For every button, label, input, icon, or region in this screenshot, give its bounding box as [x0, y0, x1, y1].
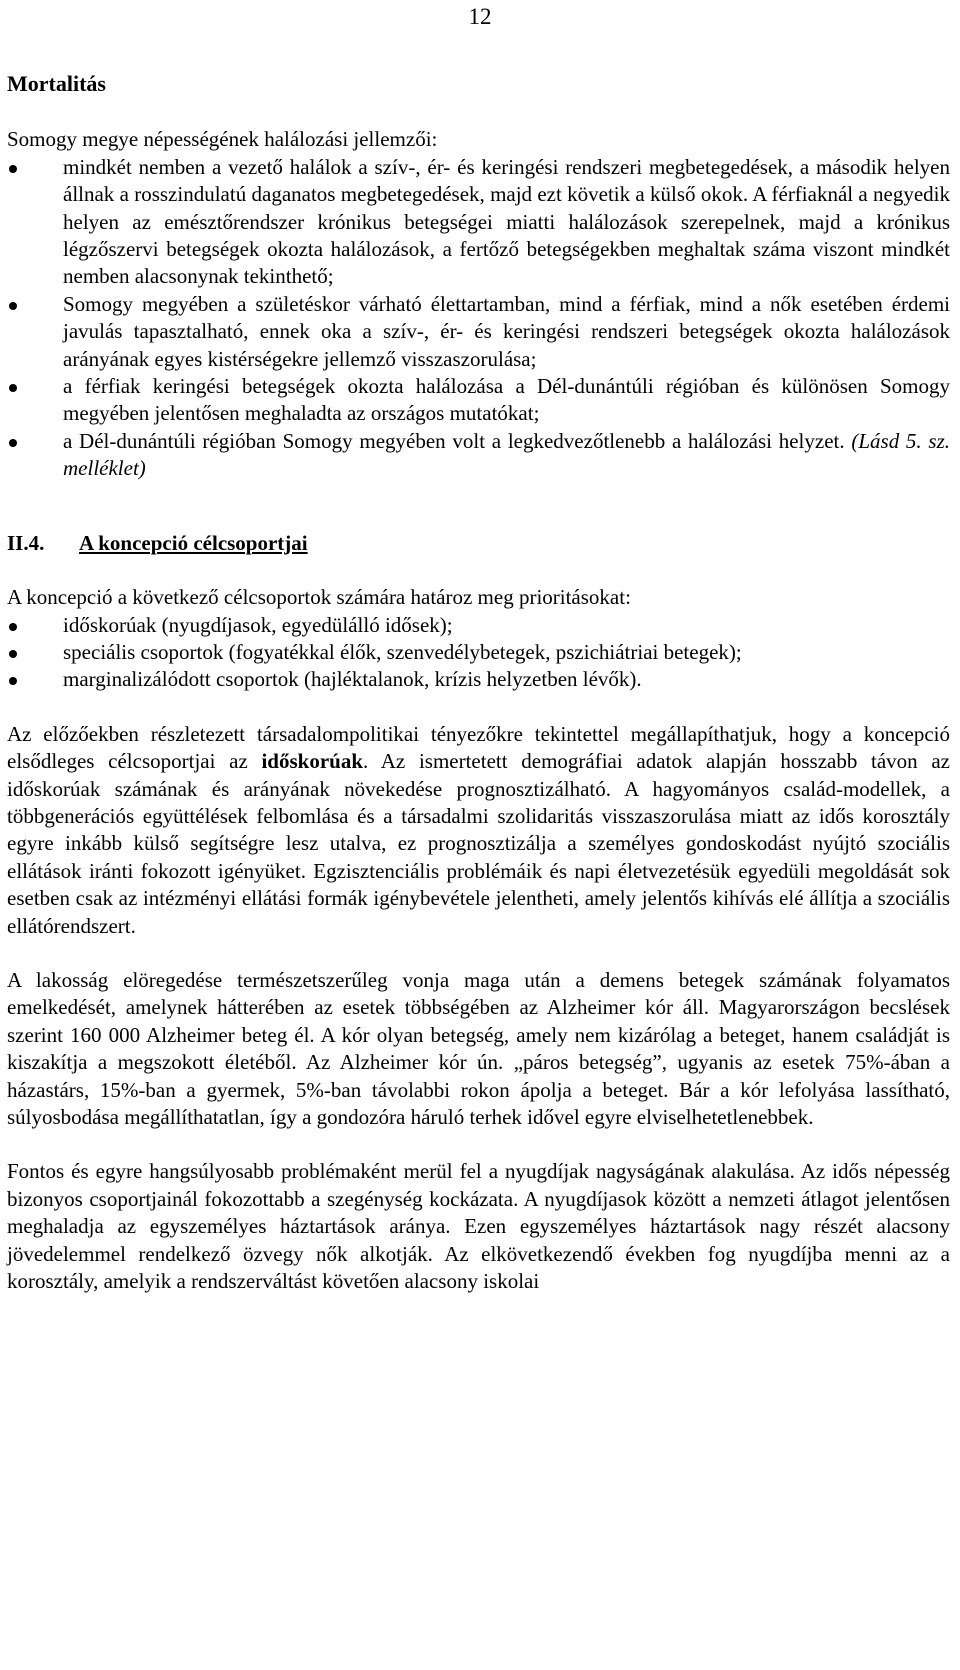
paragraph-pensions: Fontos és egyre hangsúlyosabb problémaként merül fel a nyugdíjak nagyságának alakulása. Az idős népesség bizonyos csoportjainál fokozottabb a szegénység kockázata. A nyugdíjasok között a nemzeti átlagot jelentősen meghaladja az egyszemélyes háztartások aránya. Ezen egyszemélyes háztartások nagy részét alacsony jövedelemmel rendelkező özvegy nők alkotják. Az elkövetkezendő években fog nyugdíjba menni az a korosztály, amelyik a rendszerváltást követően alacsony iskolai: [7, 1159, 950, 1294]
list-item: [7, 666, 950, 693]
bullet-icon: [9, 677, 17, 685]
list-item: [7, 428, 950, 483]
bullet-text: marginalizálódott csoportok (hajléktalanok, krízis helyzetben lévők).: [63, 667, 642, 692]
paragraph-alzheimer: A lakosság elöregedése természetszerűleg vonja maga után a demens betegek számának folyamatos emelkedését, amelynek hátterében az esetek többségében az Alzheimer kór áll. Magyarországon becslések szerint 160 000 Alzheimer beteg él. A kór olyan betegség, amely nem kizárólag a beteget, hanem családját is kiszakítja a megszokott életéből. Az Alzheimer kór ún. „páros betegség”, ugyanis az esetek 75%-ában a házastárs, 15%-ban a gyermek, 5%-ban távolabbi rokon ápolja a beteget. Bár a kór lefolyása lassítható, súlyosbodása megállíthatatlan, így a gondozóra háruló terhek idővel egyre elviselhetetlenebbek.: [7, 967, 950, 1129]
bullet-text: Somogy megyében a születéskor várható élettartamban, mind a férfiak, mind a nők esetében érdemi javulás tapasztalható, ennek oka a szív-, ér- és keringési rendszeri betegségek okozta halálozások arányának egyes kistérségekre jellemző visszaszorulása;: [63, 291, 950, 371]
section-intro: A koncepció a következő célcsoportok számára határoz meg prioritásokat:: [7, 585, 631, 610]
section-number: II.4.: [7, 530, 45, 555]
page-number: 12: [468, 4, 492, 29]
paragraph-text: Az előzőekben részletezett társadalompolitikai tényezőkre tekintettel megállapíthatjuk, hogy a koncepció elsődleges célcsoportjai az: [7, 721, 950, 774]
bullet-icon: [9, 165, 17, 173]
bullet-text: időskorúak (nyugdíjasok, egyedülálló idősek);: [63, 612, 453, 637]
bullet-icon: [9, 650, 17, 658]
document-body: [7, 70, 950, 1295]
annex-reference: (Lásd 5. sz. melléklet): [63, 428, 950, 481]
section-title: A koncepció célcsoportjai: [79, 530, 308, 555]
bullet-text: speciális csoportok (fogyatékkal élők, szenvedélybetegek, pszichiátriai betegek);: [63, 639, 742, 664]
bullet-text: a Dél-dunántúli régióban Somogy megyében volt a legkedvezőtlenebb a halálozási helyzet.: [63, 428, 852, 453]
bullet-icon: [9, 302, 17, 310]
bullet-text: mindkét nemben a vezető halálok a szív-, ér- és keringési rendszeri megbetegedések, a második helyen állnak a rosszindulatú daganatos megbetegedések, majd ezt követik a külső okok. A férfiaknál a negyedik helyen az emésztőrendszer krónikus betegségei miatti halálozások szerepelnek, majd a krónikus légzőszervi betegségek okozta halálozások, a fertőző betegségekben meghaltak száma viszont mindkét nemben alacsonynak tekinthető;: [63, 154, 950, 289]
bullet-icon: [9, 623, 17, 631]
list-item: [7, 639, 950, 666]
bullet-icon: [9, 439, 17, 447]
bullet-icon: [9, 384, 17, 392]
bullet-text: a férfiak keringési betegségek okozta halálozása a Dél-dunántúli régióban és különösen Somogy megyében jelentősen meghaladta az országos mutatókat;: [63, 374, 950, 426]
target-group-list: [7, 612, 950, 694]
list-item: [7, 291, 950, 373]
paragraph-text: . Az ismertetett demográfiai adatok alapján hosszabb távon az időskorúak számának és arányának növekedése prognosztizálható. A hagyományos család-modellek, a többgenerációs együttélések felbomlása és a társadalmi szolidaritás visszaszorulása miatt az idős korosztály egyre inkább külső segítségre lesz utalva, ez prognosztizálja a személyes gondoskodást nyújtó szociális ellátások iránti fokozott igényüket. Egzisztenciális problémáik és napi életvezetésük egyedüli megoldását sok esetben csak az intézményi ellátási formák igénybevétele jelentheti, amely jelentős kihívás elé állítja a szociális ellátórendszert.: [7, 749, 950, 938]
list-item: [7, 612, 950, 639]
paragraph-elderly: [7, 721, 950, 940]
mortality-heading: Mortalitás: [7, 71, 106, 96]
mortality-intro: Somogy megye népességének halálozási jellemzői:: [7, 127, 438, 152]
list-item: [7, 373, 950, 428]
mortality-bullet-list: [7, 154, 950, 483]
list-item: [7, 154, 950, 291]
section-heading: [7, 530, 950, 557]
emphasis-elderly: időskorúak: [261, 749, 363, 774]
